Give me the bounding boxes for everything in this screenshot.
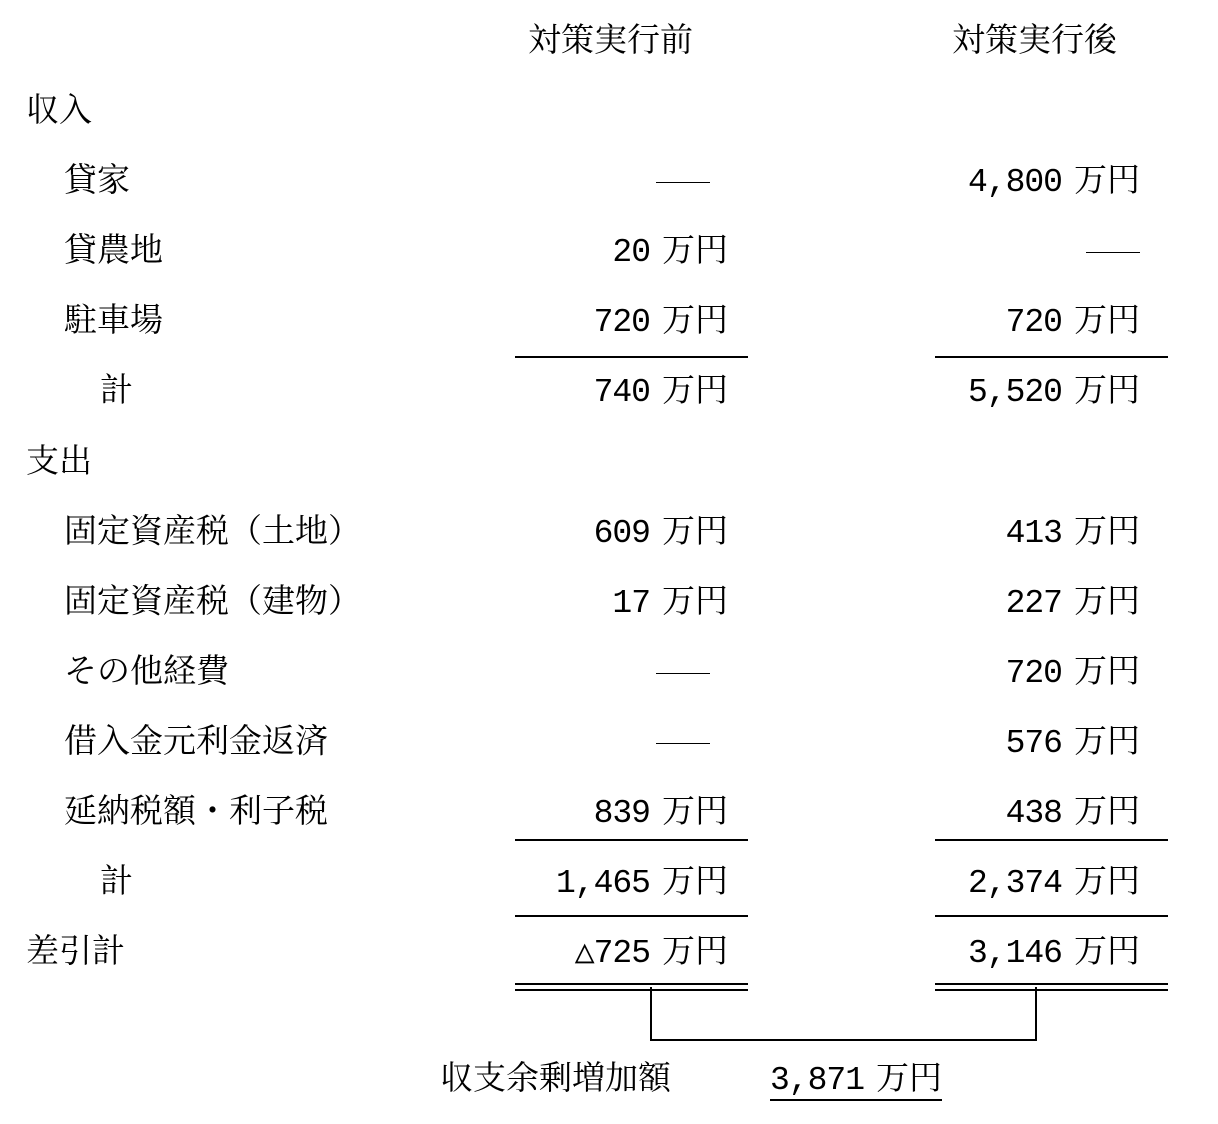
expense-row-label: 借入金元利金返済 <box>64 721 328 760</box>
income-row-after: 720 万円 <box>1005 300 1140 341</box>
income-total-before: 740 万円 <box>593 370 728 411</box>
expense-row-after: 720 万円 <box>1005 651 1140 692</box>
header-before: 対策実行前 <box>528 20 693 59</box>
header-after: 対策実行後 <box>952 20 1117 59</box>
expense-row-before <box>488 721 728 761</box>
income-row-label: 貸家 <box>64 160 130 199</box>
expense-row-label: 固定資産税（建物） <box>64 581 361 620</box>
dash-mark <box>1086 252 1140 253</box>
expense-row-label: その他経費 <box>64 651 229 690</box>
income-total-label: 計 <box>100 370 133 409</box>
expense-title: 支出 <box>26 441 92 480</box>
dash-mark <box>656 182 710 183</box>
dash-mark <box>656 673 710 674</box>
bracket-right <box>1035 987 1037 1040</box>
balance-after: 3,146 万円 <box>967 931 1140 972</box>
expense-total-before: 1,465 万円 <box>555 861 728 902</box>
expense-subtotal-rule-before <box>515 839 748 841</box>
expense-total-label: 計 <box>100 861 133 900</box>
expense-total-after: 2,374 万円 <box>967 861 1140 902</box>
income-row-after <box>900 230 1140 270</box>
balance-rule-after <box>935 915 1168 917</box>
bracket-bottom <box>650 1039 1037 1041</box>
increase-label: 収支余剰増加額 <box>440 1058 671 1097</box>
balance-label: 差引計 <box>26 931 125 970</box>
expense-row-before: 839 万円 <box>593 791 728 832</box>
expense-row-after: 413 万円 <box>1005 511 1140 552</box>
expense-row-before: 609 万円 <box>593 511 728 552</box>
balance-before: △725 万円 <box>574 931 728 972</box>
income-row-before: 20 万円 <box>612 230 728 271</box>
balance-rule-before <box>515 915 748 917</box>
expense-row-before <box>488 651 728 691</box>
income-row-after: 4,800 万円 <box>967 160 1140 201</box>
income-row-label: 貸農地 <box>64 230 163 269</box>
expense-row-label: 固定資産税（土地） <box>64 511 361 550</box>
bracket-left <box>650 987 652 1040</box>
balance-double-rule-after <box>935 983 1168 991</box>
expense-row-after: 576 万円 <box>1005 721 1140 762</box>
income-row-label: 駐車場 <box>64 300 163 339</box>
expense-row-label: 延納税額・利子税 <box>64 791 328 830</box>
income-title: 収入 <box>26 90 92 129</box>
expense-row-after: 438 万円 <box>1005 791 1140 832</box>
income-subtotal-rule-after <box>935 356 1168 358</box>
expense-row-after: 227 万円 <box>1005 581 1140 622</box>
income-subtotal-rule-before <box>515 356 748 358</box>
increase-value: 3,871 万円 <box>770 1058 943 1099</box>
income-row-before: 720 万円 <box>593 300 728 341</box>
balance-double-rule-before <box>515 983 748 991</box>
expense-row-before: 17 万円 <box>612 581 728 622</box>
expense-subtotal-rule-after <box>935 839 1168 841</box>
income-row-before <box>488 160 728 200</box>
dash-mark <box>656 743 710 744</box>
income-total-after: 5,520 万円 <box>967 370 1140 411</box>
